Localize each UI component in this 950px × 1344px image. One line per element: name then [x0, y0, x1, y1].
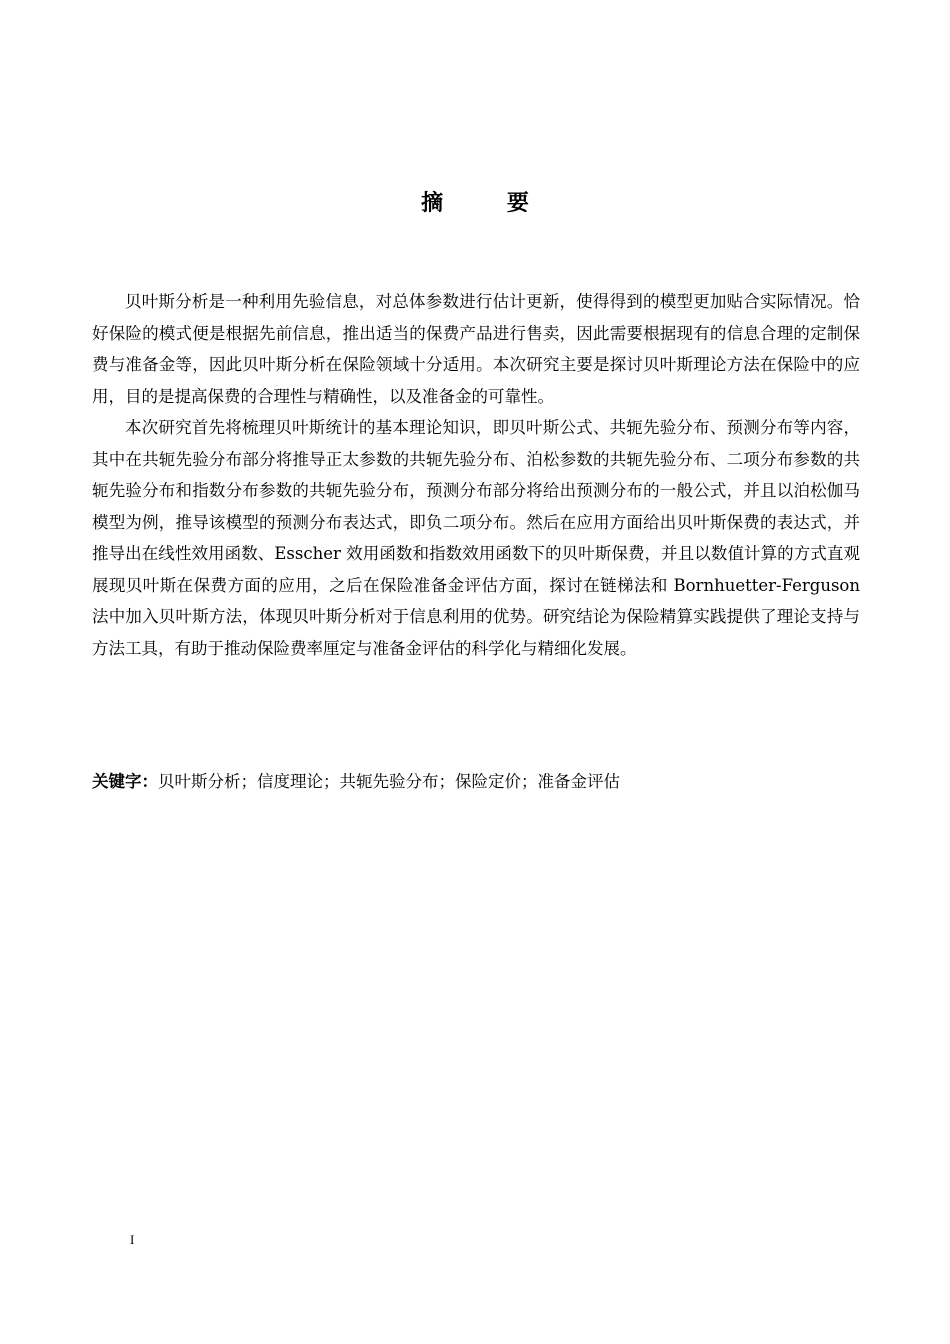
- abstract-paragraph-1: 贝叶斯分析是一种利用先验信息，对总体参数进行估计更新，使得得到的模型更加贴合实际情况。恰好保险的模式便是根据先前信息，推出适当的保费产品进行售卖，因此需要根据现有的信息合理的定制保费与准备金等，因此贝叶斯分析在保险领域十分适用。本次研究主要是探讨贝叶斯理论方法在保险中的应用，目的是提高保费的合理性与精确性，以及准备金的可靠性。: [92, 292, 860, 406]
- abstract-title: 摘 要: [421, 191, 557, 216]
- page-number: I: [130, 1232, 135, 1247]
- abstract-body: [92, 286, 860, 664]
- keywords-list: 贝叶斯分析；信度理论；共轭先验分布；保险定价；准备金评估: [158, 772, 620, 791]
- abstract-paragraph-2: 本次研究首先将梳理贝叶斯统计的基本理论知识，即贝叶斯公式、共轭先验分布、预测分布等内容，其中在共轭先验分布部分将推导正太参数的共轭先验分布、泊松参数的共轭先验分布、二项分布参数的共轭先验分布和指数分布参数的共轭先验分布，预测分布部分将给出预测分布的一般公式，并且以泊松伽马模型为例，推导该模型的预测分布表达式，即负二项分布。然后在应用方面给出贝叶斯保费的表达式，并推导出在线性效用函数、Esscher 效用函数和指数效用函数下的贝叶斯保费，并且以数值计算的方式直观展现贝叶斯在保费方面的应用，之后在保险准备金评估方面，探讨在链梯法和 Bornhuetter-Ferguson 法中加入贝叶斯方法，体现贝叶斯分析对于信息利用的优势。研究结论为保险精算实践提供了理论支持与方法工具，有助于推动保险费率厘定与准备金评估的科学化与精细化发展。: [92, 418, 860, 658]
- keywords-label: 关键字：: [92, 772, 158, 791]
- keywords-line: [92, 766, 860, 798]
